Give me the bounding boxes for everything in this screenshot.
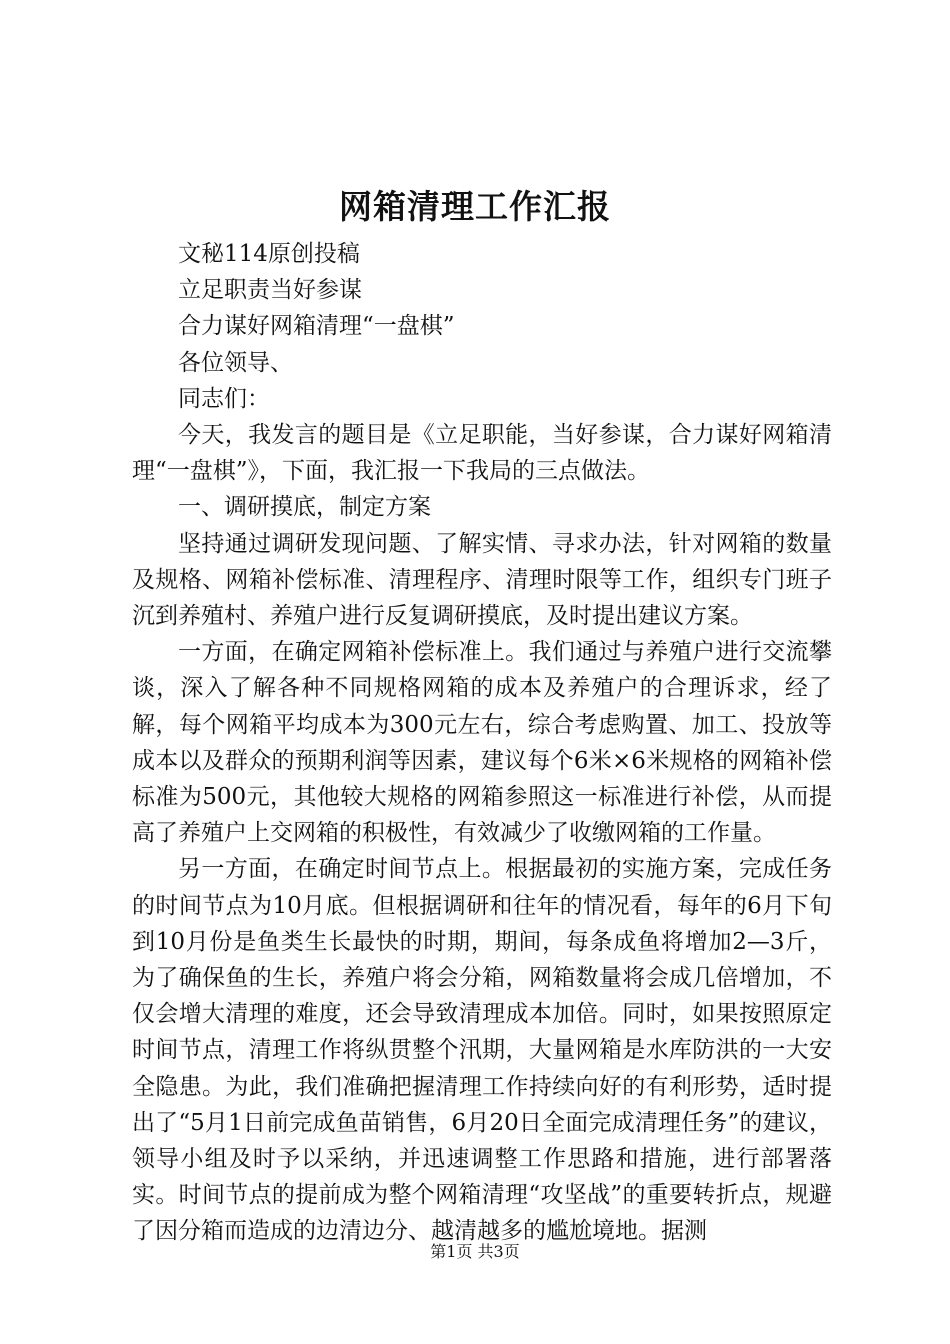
paragraph: 坚持通过调研发现问题、了解实情、寻求办法，针对网箱的数量及规格、网箱补偿标准、清理程序、清理时限等工作，组织专门班子沉到养殖村、养殖户进行反复调研摸底，及时提出建议方案。 bbox=[132, 530, 832, 630]
paragraph: 一方面，在确定网箱补偿标准上。我们通过与养殖户进行交流攀谈，深入了解各种不同规格网箱的成本及养殖户的合理诉求，经了解，每个网箱平均成本为300元左右，综合考虑购置、加工、投放等成本以及群众的预期利润等因素，建议每个6米×6米规格的网箱补偿标准为500元，其他较大规格的网箱参照这一标准进行补偿，从而提高了养殖户上交网箱的积极性，有效减少了收缴网箱的工作量。 bbox=[132, 639, 832, 847]
paragraph: 文秘114原创投稿 bbox=[178, 241, 360, 267]
paragraph: 同志们： bbox=[178, 385, 270, 412]
document-body bbox=[132, 236, 832, 1250]
section-heading: 一、调研摸底，制定方案 bbox=[178, 494, 431, 521]
page-footer: 第1页 共3页 bbox=[430, 1242, 520, 1261]
paragraph: 立足职责当好参谋 bbox=[178, 277, 362, 304]
paragraph: 各位领导、 bbox=[178, 349, 293, 376]
paragraph: 今天，我发言的题目是《立足职能，当好参谋，合力谋好网箱清理“一盘棋”》，下面，我汇报一下我局的三点做法。 bbox=[132, 422, 832, 485]
paragraph: 合力谋好网箱清理“一盘棋” bbox=[178, 313, 455, 340]
document-title: 网箱清理工作汇报 bbox=[339, 187, 611, 226]
paragraph: 另一方面，在确定时间节点上。根据最初的实施方案，完成任务的时间节点为10月底。但根据调研和往年的情况看，每年的6月下旬到10月份是鱼类生长最快的时期，期间，每条成鱼将增加2—3斤，为了确保鱼的生长，养殖户将会分箱，网箱数量将会成几倍增加，不仅会增大清理的难度，还会导致清理成本加倍。同时，如果按照原定时间节点，清理工作将纵贯整个汛期，大量网箱是水库防洪的一大安全隐患。为此，我们准确把握清理工作持续向好的有利形势，适时提出了“5月1日前完成鱼苗销售，6月20日全面完成清理任务”的建议，领导小组及时予以采纳，并迅速调整工作思路和措施，进行部署落实。时间节点的提前成为整个网箱清理“攻坚战”的重要转折点，规避了因分箱而造成的边清边分、越清越多的尴尬境地。据测 bbox=[132, 856, 832, 1245]
